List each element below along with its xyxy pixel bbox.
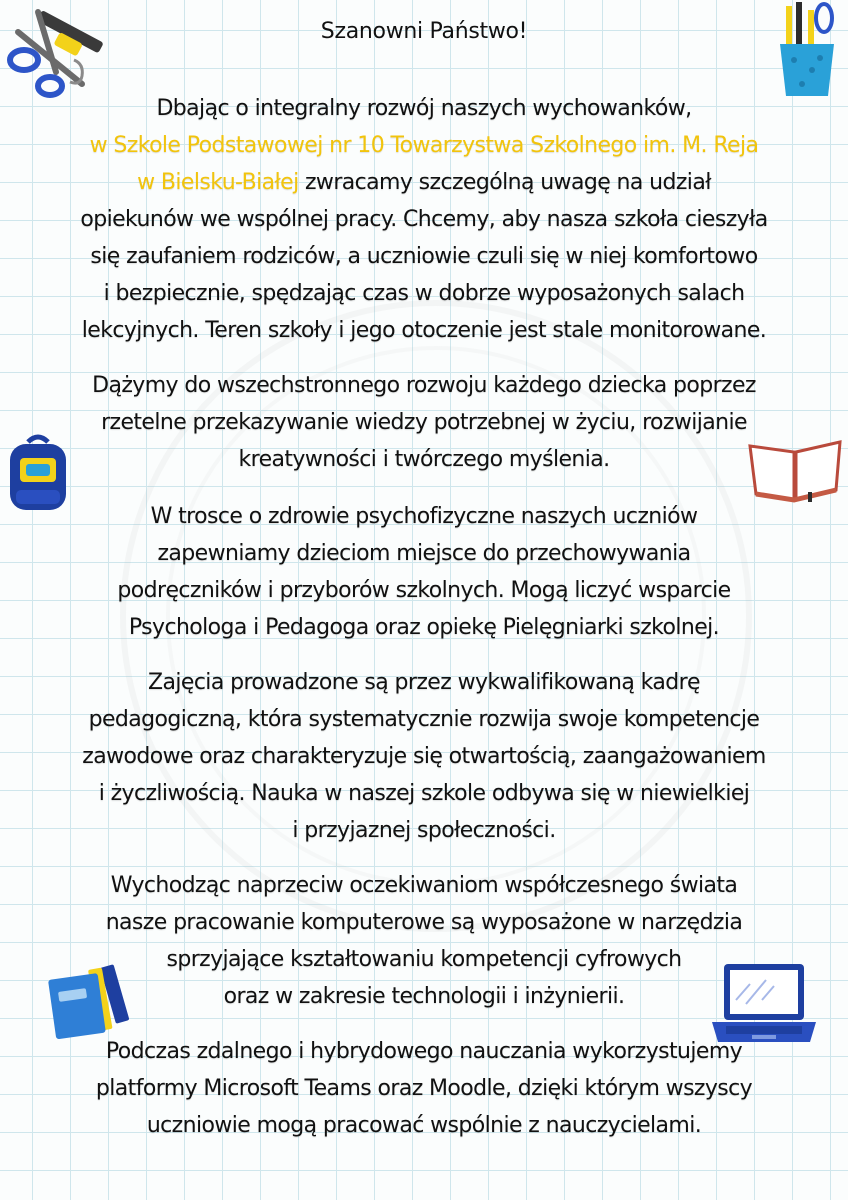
text-line: nasze pracowanie komputerowe są wyposażone w narzędzia [105, 910, 743, 935]
text-line: Psychologa i Pedagoga oraz opiekę Pielęgniarki szkolnej. [128, 615, 720, 640]
text-line: oraz w zakresie technologii i inżynierii. [223, 984, 625, 1009]
text-line: sprzyjające kształtowaniu kompetencji cyfrowych [166, 947, 682, 972]
text-line: lekcyjnych. Teren szkoły i jego otoczenie jest stale monitorowane. [81, 318, 767, 343]
text-fragment: zwracamy szczególną uwagę na udział [298, 170, 711, 195]
paragraph-health [30, 498, 818, 646]
text-line: W trosce o zdrowie psychofizyczne naszych uczniów [150, 504, 698, 529]
text-line: Dążymy do wszechstronnego rozwoju każdego dziecka poprzez [92, 373, 756, 398]
text-line: opiekunów we wspólnej pracy. Chcemy, aby nasza szkoła cieszyła [80, 207, 768, 232]
text-line: uczniowie mogą pracować wspólnie z nauczycielami. [146, 1113, 702, 1138]
text-line: się zaufaniem rodziców, a uczniowie czuli się w niej komfortowo [90, 244, 758, 269]
greeting: Szanowni Państwo! [320, 19, 528, 44]
text-line: Dbając o integralny rozwój naszych wychowanków, [156, 96, 692, 121]
school-name-highlight: w Szkole Podstawowej nr 10 Towarzystwa Szkolnego im. M. Reja [89, 133, 759, 158]
text-line: Wychodząc naprzeciw oczekiwaniom współczesnego świata [110, 873, 738, 898]
text-line: podręczników i przyborów szkolnych. Mogą liczyć wsparcie [117, 578, 731, 603]
text-line: i życzliwością. Nauka w naszej szkole odbywa się w niewielkiej [98, 781, 750, 806]
paragraph-staff [30, 664, 818, 849]
text-line: Zajęcia prowadzone są przez wykwalifikowaną kadrę [148, 670, 700, 695]
text-line: i przyjaznej społeczności. [292, 818, 556, 843]
text-line: zawodowe oraz charakteryzuje się otwartością, zaangażowaniem [82, 744, 766, 769]
text-line: kreatywności i twórczego myślenia. [238, 447, 610, 472]
city-name-highlight: w Bielsku-Białej [137, 170, 299, 195]
paragraph-development [30, 367, 818, 478]
letter-content [30, 0, 818, 1144]
text-line: pedagogiczną, która systematycznie rozwija swoje kompetencje [88, 707, 760, 732]
text-line [30, 164, 818, 201]
paragraph-technology [30, 867, 818, 1015]
text-line: Podczas zdalnego i hybrydowego nauczania wykorzystujemy [105, 1039, 743, 1064]
text-line: i bezpiecznie, spędzając czas w dobrze wyposażonych salach [103, 281, 745, 306]
paragraph-remote-learning [30, 1033, 818, 1144]
paragraph-care-development [30, 90, 818, 349]
text-line: zapewniamy dzieciom miejsce do przechowywania [157, 541, 691, 566]
text-line: platformy Microsoft Teams oraz Moodle, dzięki którym wszyscy [95, 1076, 753, 1101]
text-line: rzetelne przekazywanie wiedzy potrzebnej w życiu, rozwijanie [101, 410, 747, 435]
